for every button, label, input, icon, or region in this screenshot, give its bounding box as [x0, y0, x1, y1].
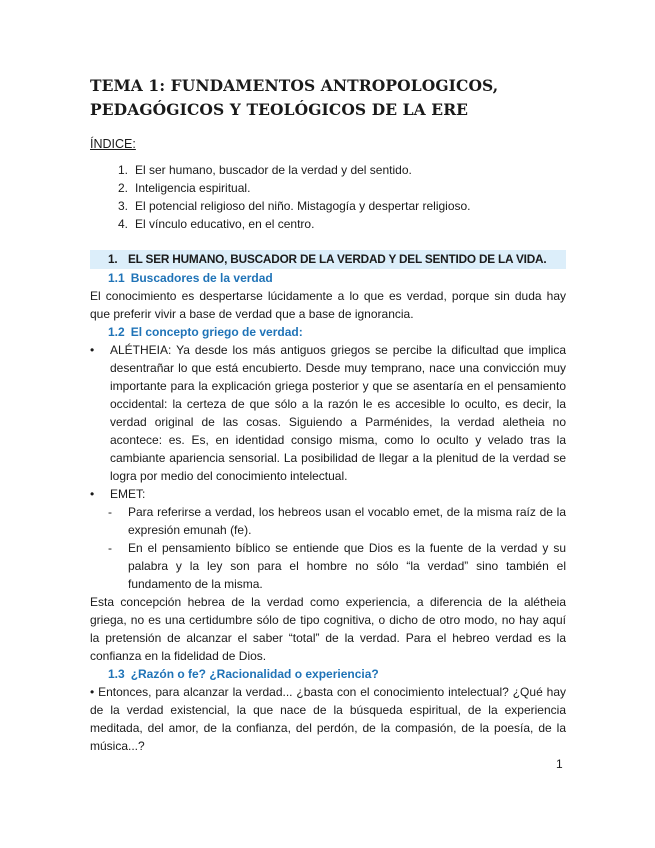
dash-icon: -: [108, 505, 112, 519]
index-item: [90, 179, 566, 197]
paragraph-hebrew-truth: Esta concepción hebrea de la verdad como experiencia, a diferencia de la alétheia griega, no es una certidumbre sólo de tipo cognitiva, o dicho de otro modo, no hay aquí la pretensión de alcanzar el saber “total” de la verdad. Para el hebreo verdad es la confianza en la fidelidad de Dios.: [90, 595, 566, 663]
dash-item: [90, 503, 566, 539]
index-label: ÍNDICE:: [90, 137, 136, 151]
bullet-emet: [90, 485, 566, 503]
index-item-text: Inteligencia espiritual.: [135, 181, 251, 195]
dash-text: En el pensamiento bíblico se entiende que Dios es la fuente de la verdad y su palabra y la ley son para el hombre no sólo “la verdad” sino también el fundamento de la misma.: [128, 541, 566, 591]
paragraph-reason-faith: • Entonces, para alcanzar la verdad... ¿basta con el conocimiento intelectual? ¿Qué hay de la verdad existencial, la que nace de la búsqueda espiritual, de la experiencia meditada, del amor, de la confianza, del perdón, de la compasión, de la poesía, de la música...?: [90, 685, 566, 753]
index-item: [90, 197, 566, 215]
bullet-icon: •: [90, 487, 95, 501]
bullet-aletheia: [90, 341, 566, 485]
index-item-number: 1.: [117, 163, 128, 177]
paragraph-knowledge: El conocimiento es despertarse lúcidamente a lo que es verdad, porque sin duda hay que preferir vivir a base de verdad que a base de ignorancia.: [90, 289, 566, 321]
subheading-title: El concepto griego de verdad:: [130, 325, 303, 339]
dash-text: Para referirse a verdad, los hebreos usan el vocablo emet, de la misma raíz de la expresión emunah (fe).: [128, 505, 566, 537]
bullet-text: EMET:: [110, 487, 146, 501]
document-title: [90, 74, 566, 122]
page-number: 1: [556, 757, 563, 771]
bullet-icon: •: [90, 343, 95, 357]
section-title: EL SER HUMANO, BUSCADOR DE LA VERDAD Y DEL SENTIDO DE LA VIDA.: [128, 252, 547, 266]
index-item-text: El potencial religioso del niño. Mistagogía y despertar religioso.: [135, 199, 471, 213]
subheading-number: 1.1: [108, 271, 125, 285]
title-line-1: TEMA 1: FUNDAMENTOS ANTROPOLOGICOS,: [90, 76, 499, 95]
subheading-number: 1.2: [108, 325, 125, 339]
dash-item: [90, 539, 566, 593]
subheading-1-1: [90, 269, 566, 287]
index-item-text: El ser humano, buscador de la verdad y del sentido.: [135, 163, 412, 177]
bullet-text: ALÉTHEIA: Ya desde los más antiguos griegos se percibe la dificultad que implica desentrañar lo que está encubierto. Desde muy temprano, nace una convicción muy importante para la explicación griega posterior y que se asentaría en el pensamiento occidental: la certeza de que sólo a la razón le es accesible lo oculto, es decir, la verdad original de las cosas. Siguiendo a Parménides, la verdad aletheia no acontece: es. Es, en identidad consigo misma, como lo oculto y velado tras la cambiante apariencia sensorial. La posibilidad de llegar a la plenitud de la verdad se logra por medio del conocimiento intelectual.: [110, 343, 566, 483]
title-line-2: PEDAGÓGICOS Y TEOLÓGICOS DE LA ERE: [90, 100, 469, 119]
index-list: [90, 161, 566, 233]
section-number: 1.: [108, 252, 118, 266]
dash-icon: -: [108, 541, 112, 555]
subheading-1-2: [90, 323, 566, 341]
page-content: [90, 74, 566, 755]
subheading-1-3: [90, 665, 566, 683]
index-item-number: 4.: [117, 217, 128, 231]
subheading-title: ¿Razón o fe? ¿Racionalidad o experiencia?: [130, 667, 379, 681]
subheading-title: Buscadores de la verdad: [130, 271, 273, 285]
index-item-number: 2.: [117, 181, 128, 195]
index-item: [90, 215, 566, 233]
subheading-number: 1.3: [108, 667, 125, 681]
index-item: [90, 161, 566, 179]
index-item-number: 3.: [117, 199, 128, 213]
index-item-text: El vínculo educativo, en el centro.: [135, 217, 315, 231]
section-heading-1: [90, 250, 566, 269]
